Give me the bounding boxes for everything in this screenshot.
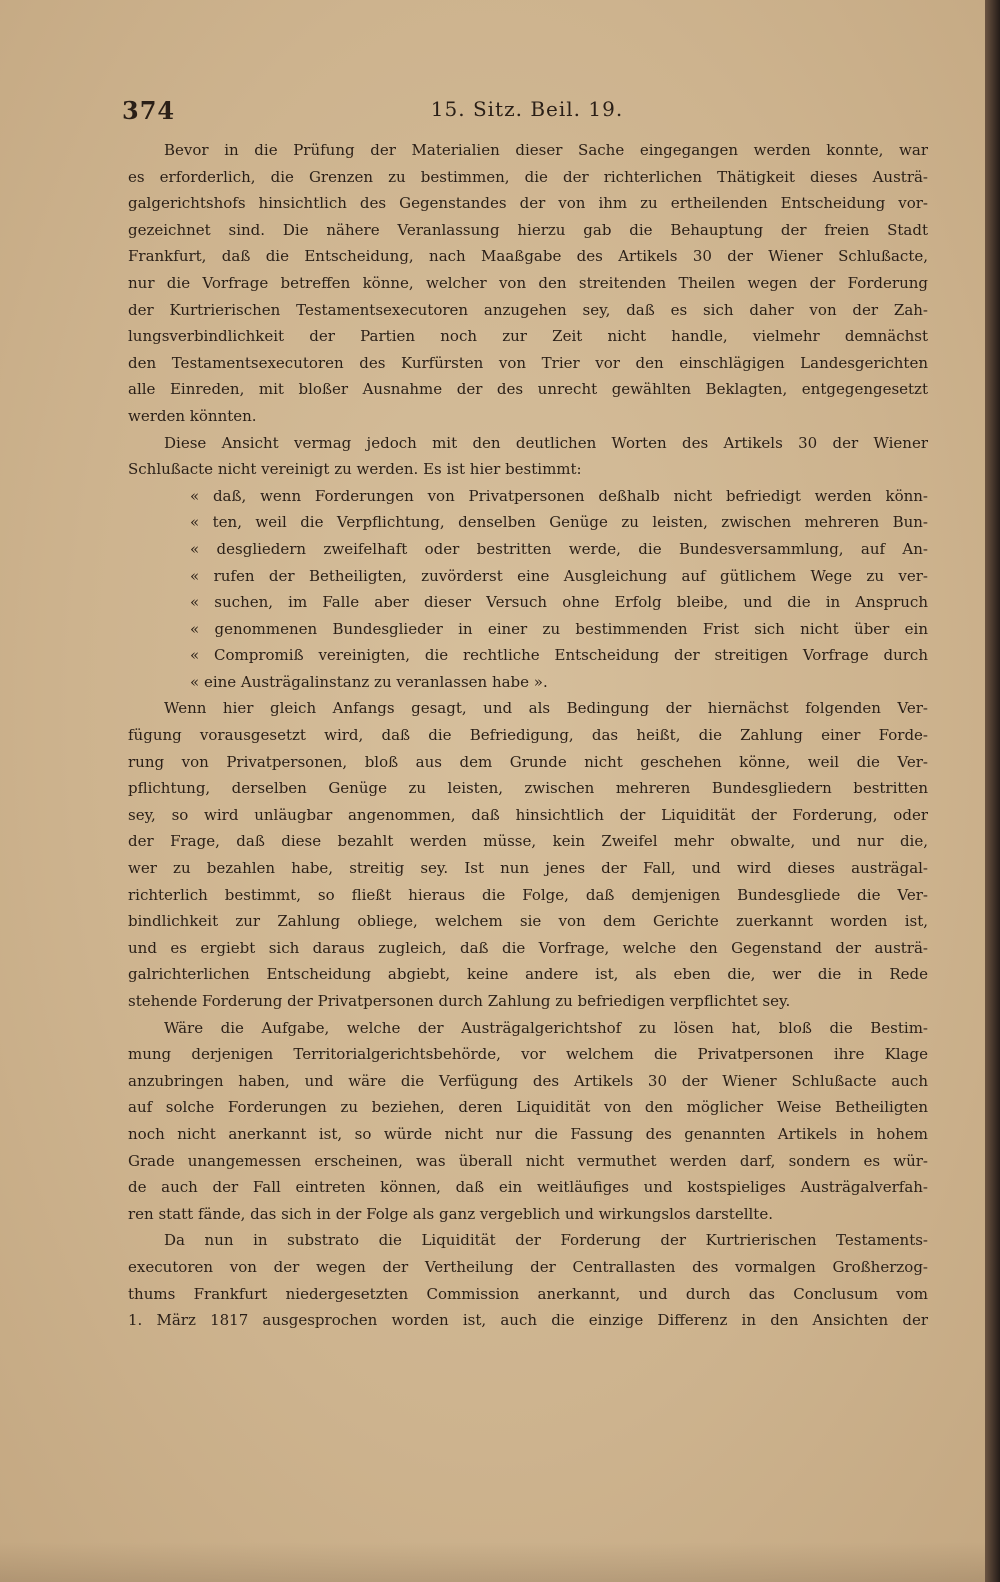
text-line: Diese Ansicht vermag jedoch mit den deutlichen Worten des Artikels 30 der Wiener [164,433,928,452]
quote-line: « genommenen Bundesglieder in einer zu bestimmenden Frist sich nicht über ein [190,619,928,638]
text-line: der Kurtrierischen Testamentsexecutoren anzugehen sey, daß es sich daher von der Zah- [128,300,928,319]
text-line: und es ergiebt sich daraus zugleich, daß die Vorfrage, welche den Gegenstand der austrä- [128,938,928,957]
text-line: anzubringen haben, und wäre die Verfügung des Artikels 30 der Wiener Schlußacte auch [128,1071,928,1090]
text-line: Grade unangemessen erscheinen, was überall nicht vermuthet werden darf, sondern es wür- [128,1151,928,1170]
text-line: werden könnten. [128,406,257,425]
text-line: ren statt fände, das sich in der Folge als ganz vergeblich und wirkungslos darstellte. [128,1204,773,1223]
text-line: der Frage, daß diese bezahlt werden müsse, kein Zweifel mehr obwalte, und nur die, [128,832,928,851]
page-bottom-shading [0,1542,985,1582]
running-head: 15. Sitz. Beil. 19. [430,97,624,121]
book-edge [985,0,1000,1582]
text-line: rung von Privatpersonen, bloß aus dem Grunde nicht geschehen könne, weil die Ver- [128,752,928,771]
text-line: Da nun in substrato die Liquidität der Forderung der Kurtrierischen Testaments- [164,1231,928,1250]
text-line: stehende Forderung der Privatpersonen durch Zahlung zu befriedigen verpflichtet sey. [128,992,791,1010]
text-line: de auch der Fall eintreten können, daß ein weitläufiges und kostspieliges Austrägalverfah- [128,1178,928,1197]
quote-line: « desgliedern zweifelhaft oder bestritten werde, die Bundesversammlung, auf An- [190,539,928,558]
text-line: den Testamentsexecutoren des Kurfürsten von Trier vor den einschlägigen Landesgerichten [128,353,928,372]
quote-line: « rufen der Betheiligten, zuvörderst eine Ausgleichung auf gütlichem Wege zu ver- [190,566,928,585]
text-line: auf solche Forderungen zu beziehen, deren Liquidität von den möglicher Weise Betheiligten [128,1098,928,1117]
text-line: executoren von der wegen der Vertheilung der Centrallasten des vormalgen Großherzog- [128,1257,928,1276]
quote-line: « Compromiß vereinigten, die rechtliche Entscheidung der streitigen Vorfrage durch [190,646,928,665]
text-line: Frankfurt, daß die Entscheidung, nach Maaßgabe des Artikels 30 der Wiener Schlußacte, [128,247,928,266]
text-line: 1. März 1817 ausgesprochen worden ist, auch die einzige Differenz in den Ansichten der [128,1311,928,1330]
text-line: thums Frankfurt niedergesetzten Commission anerkannt, und durch das Conclusum vom [128,1284,928,1303]
quote-line: « ten, weil die Verpflichtung, denselben Genüge zu leisten, zwischen mehreren Bun- [190,513,928,532]
text-line: galrichterlichen Entscheidung abgiebt, keine andere ist, als eben die, wer die in Rede [128,965,928,984]
text-line: galgerichtshofs hinsichtlich des Gegenstandes der von ihm zu ertheilenden Entscheidung vor- [128,194,928,213]
text-line: pflichtung, derselben Genüge zu leisten, zwischen mehreren Bundesgliedern bestritten [128,779,928,798]
quote-line: « eine Austrägalinstanz zu veranlassen habe ». [190,672,548,691]
text-line: fügung vorausgesetzt wird, daß die Befriedigung, das heißt, die Zahlung einer Forde- [128,726,928,745]
text-line: Schlußacte nicht vereinigt zu werden. Es ist hier bestimmt: [128,460,582,479]
text-line: gezeichnet sind. Die nähere Veranlassung hierzu gab die Behauptung der freien Stadt [128,220,928,239]
body-text [128,137,928,1334]
page-header [122,96,932,130]
text-line: es erforderlich, die Grenzen zu bestimmen, die der richterlichen Thätigkeit dieses Austrä- [128,167,928,186]
text-line: wer zu bezahlen habe, streitig sey. Ist nun jenes der Fall, und wird dieses austrägal- [128,859,928,878]
text-line: Bevor in die Prüfung der Materialien dieser Sache eingegangen werden konnte, war [164,141,928,159]
text-line: richterlich bestimmt, so fließt hieraus die Folge, daß demjenigen Bundesgliede die Ver- [128,885,928,904]
text-line: Wäre die Aufgabe, welche der Austrägalgerichtshof zu lösen hat, bloß die Bestim- [164,1018,928,1037]
text-line: nur die Vorfrage betreffen könne, welcher von den streitenden Theilen wegen der Forderung [128,273,928,292]
quote-line: « daß, wenn Forderungen von Privatpersonen deßhalb nicht befriedigt werden könn- [190,486,928,505]
text-line: alle Einreden, mit bloßer Ausnahme der des unrecht gewählten Beklagten, entgegengesetzt [128,380,928,399]
text-line: Wenn hier gleich Anfangs gesagt, und als Bedingung der hiernächst folgenden Ver- [164,699,928,718]
text-line: noch nicht anerkannt ist, so würde nicht nur die Fassung des genannten Artikels in hohem [128,1124,928,1143]
text-line: mung derjenigen Territorialgerichtsbehörde, vor welchem die Privatpersonen ihre Klage [128,1045,928,1064]
text-line: lungsverbindlichkeit der Partien noch zur Zeit nicht handle, vielmehr demnächst [128,327,928,346]
text-line: bindlichkeit zur Zahlung obliege, welchem sie von dem Gerichte zuerkannt worden ist, [128,912,928,931]
quote-line: « suchen, im Falle aber dieser Versuch ohne Erfolg bleibe, und die in Anspruch [190,593,928,612]
text-line: sey, so wird unläugbar angenommen, daß hinsichtlich der Liquidität der Forderung, oder [128,805,928,824]
page-number: 374 [122,96,176,125]
